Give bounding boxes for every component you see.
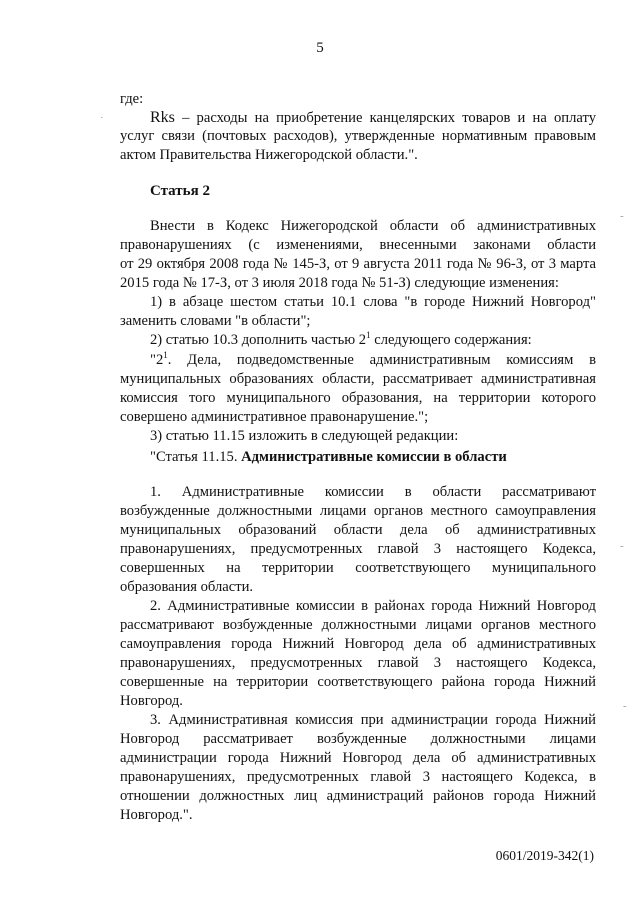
change-3-line: 3) статью 11.15 изложить в следующей редакции: [150,428,459,444]
part-2-1-line: муниципальных образованиях области, рассматривает административная [120,371,596,387]
point-2-line: самоуправления города Нижний Новгород дела об административных [120,636,596,652]
point-2-line: совершенные на территории соответствующего района города Нижний [120,674,596,690]
rks-definition-line: актом Правительства Нижегородской области.". [120,147,418,163]
point-3-line: Новгород.". [120,807,193,823]
point-1-line: 1. Административные комиссии в области рассматривают [150,484,596,500]
scan-speck: - [623,700,627,712]
point-3-line: правонарушениях, предусмотренных главой 3 настоящего Кодекса, в [120,769,596,785]
change-1-line: заменить словами "в области"; [120,313,311,329]
article-heading: Статья 2 [150,183,210,199]
point-3-line: отношении должностных лиц администраций районов города Нижний [120,788,596,804]
point-2-line: 2. Административные комиссии в районах города Нижний Новгород [150,598,596,614]
rks-definition-line: услуг связи (почтовых расходов), утвержденные нормативным правовым [120,128,596,144]
point-3-line: администрации города Нижний Новгород дела об административных [120,750,596,766]
part-2-1-line [120,351,596,370]
point-1-line: возбужденные должностными лицами органов местного самоуправления [120,503,596,519]
point-2-line: Новгород. [120,693,183,709]
point-1-line: правонарушениях, предусмотренных главой 3 настоящего Кодекса, [120,541,596,557]
rks-variable: Rks [150,109,175,126]
new-article-prefix: "Статья 11.15. [150,449,242,465]
scan-speck: · [100,112,104,124]
new-article-title [120,448,596,467]
point-1-line: муниципальных образований области дела об административных [120,522,596,538]
intro-line: от 29 октября 2008 года № 145-З, от 9 августа 2011 года № 96-З, от 3 марта [120,256,596,272]
point-1-line: образования области. [120,579,254,595]
change-2-text: следующего содержания: [370,332,532,348]
point-3-line: Новгород рассматривает возбужденные должностными лицами [120,731,596,747]
point-1-line: совершенных на территории соответствующего муниципального [120,560,596,576]
change-1-line: 1) в абзаце шестом статьи 10.1 слова "в городе Нижний Новгород" [150,294,596,310]
part-2-1-line: комиссия того муниципального образования, на территории которого [120,390,596,406]
point-2-line: рассматривают возбужденные должностными лицами органов местного [120,617,596,633]
where-label: где: [120,91,144,107]
part-2-1-number: "2 [150,352,164,368]
point-2-line: правонарушениях, предусмотренных главой 3 настоящего Кодекса, [120,655,596,671]
scan-speck: - [620,210,624,222]
change-2-text: 2) статью 10.3 дополнить частью 2 [150,332,367,348]
superscript: 1 [163,350,168,361]
superscript: 1 [366,330,371,341]
point-3-line: 3. Административная комиссия при администрации города Нижний [150,712,596,728]
document-code: 0601/2019-342(1) [495,848,594,863]
intro-line: Внести в Кодекс Нижегородской области об административных [150,218,596,234]
page-number: 5 [316,40,324,56]
change-2-line [120,331,596,350]
rks-text: – расходы на приобретение канцелярских товаров и на оплату [174,110,596,126]
part-2-1-line: совершено административное правонарушение."; [120,409,429,425]
rks-definition-line [120,108,596,128]
part-2-1-text: . Дела, подведомственные административным комиссиям в [167,352,596,368]
intro-line: правонарушениях (с изменениями, внесенными законами области [120,237,596,253]
new-article-name: Административные комиссии в области [241,449,507,465]
scan-speck: - [620,540,624,552]
intro-line: 2015 года № 17-З, от 3 июля 2018 года № 51-З) следующие изменения: [120,275,559,291]
